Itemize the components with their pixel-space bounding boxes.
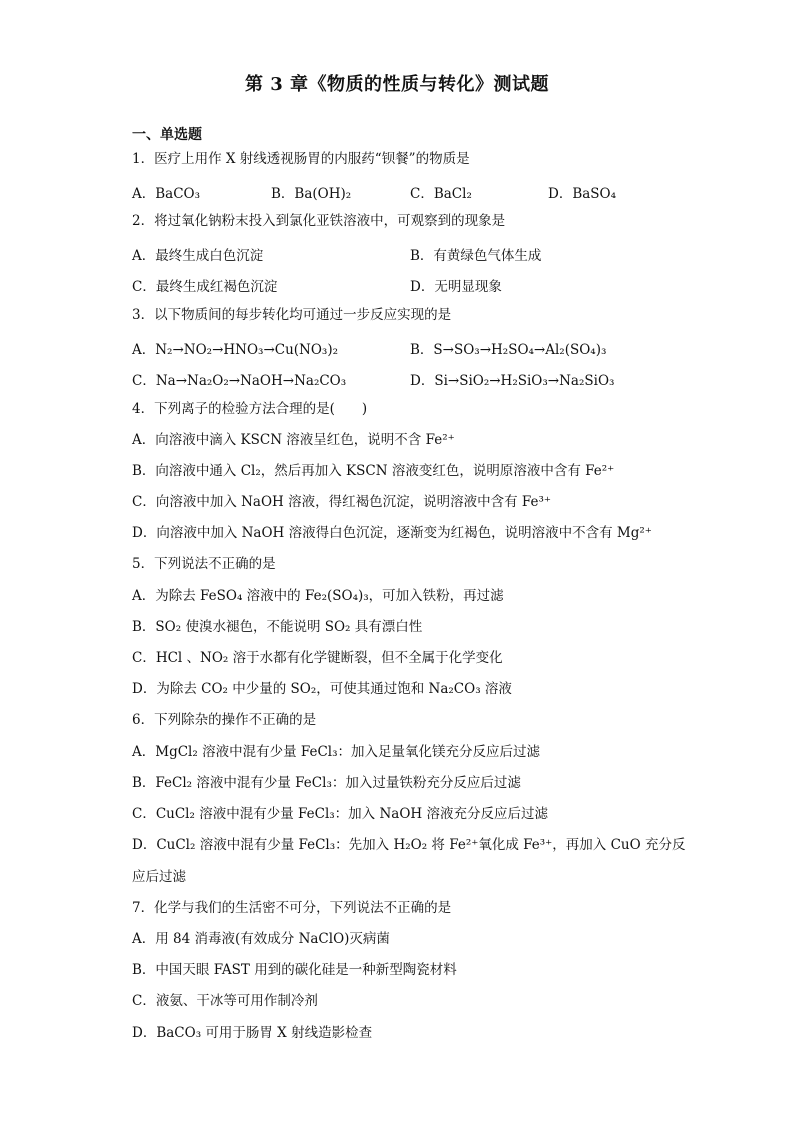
question-5-option-a: A．为除去 FeSO₄ 溶液中的 Fe₂(SO₄)₃，可加入铁粉，再过滤: [132, 588, 504, 604]
question-4-option-a: A．向溶液中滴入 KSCN 溶液呈红色，说明不含 Fe²⁺: [132, 432, 455, 448]
question-1-option-c: C．BaCl₂: [410, 186, 472, 202]
question-5-option-b: B．SO₂ 使溴水褪色，不能说明 SO₂ 具有漂白性: [132, 619, 423, 635]
question-6-option-a: A．MgCl₂ 溶液中混有少量 FeCl₃：加入足量氧化镁充分反应后过滤: [132, 744, 541, 760]
question-1-option-a: A．BaCO₃: [132, 186, 201, 202]
question-2-option-c: C．最终生成红褐色沉淀: [132, 279, 278, 295]
question-6-stem: 6．下列除杂的操作不正确的是: [132, 712, 317, 728]
question-2-option-d: D．无明显现象: [410, 279, 502, 295]
question-6-option-d: D．CuCl₂ 溶液中混有少量 FeCl₃：先加入 H₂O₂ 将 Fe²⁺氧化成 Fe³⁺，再加入 CuO 充分反: [132, 837, 686, 853]
question-5-option-c: C．HCl 、NO₂ 溶于水都有化学键断裂，但不全属于化学变化: [132, 650, 503, 666]
question-1-option-d: D．BaSO₄: [548, 186, 617, 202]
question-7-stem: 7．化学与我们的生活密不可分，下列说法不正确的是: [132, 900, 452, 916]
question-7-option-a: A．用 84 消毒液(有效成分 NaClO)灭病菌: [132, 931, 390, 947]
question-2-option-a: A．最终生成白色沉淀: [132, 248, 264, 264]
question-7-option-d: D．BaCO₃ 可用于肠胃 X 射线造影检查: [132, 1025, 373, 1041]
question-3-option-a: A．N₂→NO₂→HNO₃→Cu(NO₃)₂: [132, 342, 339, 358]
question-6-option-c: C．CuCl₂ 溶液中混有少量 FeCl₃：加入 NaOH 溶液充分反应后过滤: [132, 806, 548, 822]
question-5-option-d: D．为除去 CO₂ 中少量的 SO₂，可使其通过饱和 Na₂CO₃ 溶液: [132, 681, 512, 697]
question-1-stem: 1．医疗上用作 X 射线透视肠胃的内服药“钡餐”的物质是: [132, 151, 470, 167]
question-4-stem: 4．下列离子的检验方法合理的是( ): [132, 401, 368, 417]
question-3-option-d: D．Si→SiO₂→H₂SiO₃→Na₂SiO₃: [410, 373, 615, 389]
question-6-option-d-continued: 应后过滤: [132, 869, 186, 885]
question-7-option-c: C．液氨、干冰等可用作制冷剂: [132, 993, 318, 1009]
question-7-option-b: B．中国天眼 FAST 用到的碳化硅是一种新型陶瓷材料: [132, 962, 457, 978]
question-2-stem: 2．将过氧化钠粉末投入到氯化亚铁溶液中，可观察到的现象是: [132, 213, 506, 229]
question-1-option-b: B．Ba(OH)₂: [271, 186, 352, 202]
section-heading: 一、单选题: [132, 127, 202, 143]
question-4-option-d: D．向溶液中加入 NaOH 溶液得白色沉淀，逐渐变为红褐色，说明溶液中不含有 Mg²⁺: [132, 525, 652, 541]
question-3-stem: 3．以下物质间的每步转化均可通过一步反应实现的是: [132, 307, 452, 323]
question-2-option-b: B．有黄绿色气体生成: [410, 248, 542, 264]
page-title: 第 3 章《物质的性质与转化》测试题: [244, 74, 550, 95]
question-6-option-b: B．FeCl₂ 溶液中混有少量 FeCl₃：加入过量铁粉充分反应后过滤: [132, 775, 521, 791]
question-4-option-b: B．向溶液中通入 Cl₂，然后再加入 KSCN 溶液变红色，说明原溶液中含有 Fe²⁺: [132, 463, 615, 479]
question-4-option-c: C．向溶液中加入 NaOH 溶液，得红褐色沉淀，说明溶液中含有 Fe³⁺: [132, 494, 552, 510]
question-5-stem: 5．下列说法不正确的是: [132, 556, 276, 572]
question-3-option-b: B．S→SO₃→H₂SO₄→Al₂(SO₄)₃: [410, 342, 607, 358]
question-3-option-c: C．Na→Na₂O₂→NaOH→Na₂CO₃: [132, 373, 347, 389]
